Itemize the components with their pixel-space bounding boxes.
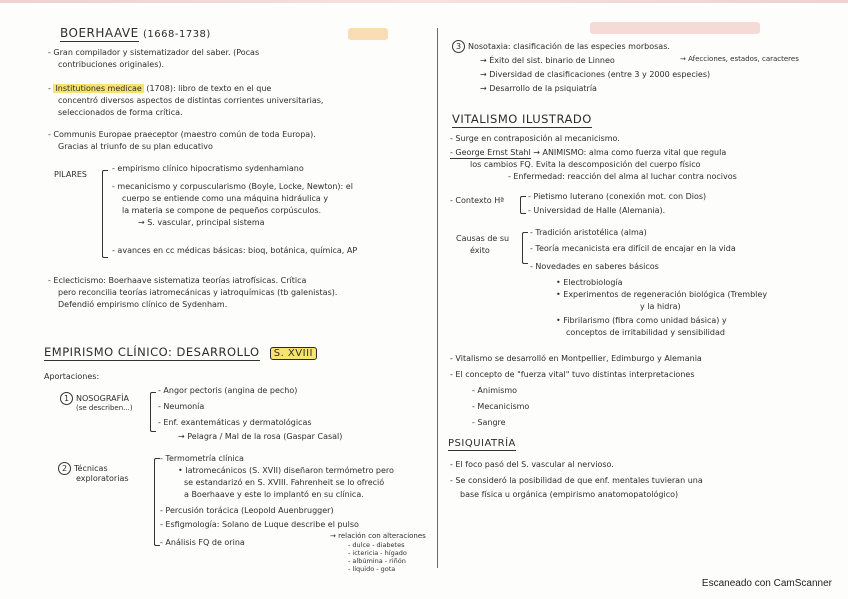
contexto-2: - Universidad de Halle (Alemania). bbox=[528, 206, 666, 215]
causa-3: - Novedades en saberes básicos bbox=[530, 262, 659, 271]
causas-brace bbox=[522, 232, 528, 264]
pilares-label: PILARES bbox=[54, 170, 87, 179]
orina-r3: - albúmina - riñón bbox=[348, 557, 406, 565]
scanner-watermark: Escaneado con CamScanner bbox=[701, 578, 832, 589]
column-divider bbox=[437, 28, 438, 568]
century-box: S. XVIII bbox=[270, 347, 317, 360]
stahl-line: - George Ernst Stahl → ANIMISMO: alma como fuerza vital que regula bbox=[450, 148, 727, 157]
vitalismo-4: - El concepto de "fuerza vital" tuvo distintas interpretaciones bbox=[450, 370, 695, 379]
boerhaave-title: BOERHAAVE (1668-1738) bbox=[60, 26, 211, 40]
vitalismo-3: - Vitalismo se desarrolló en Montpellier, Edimburgo y Alemania bbox=[450, 354, 702, 363]
tecnica-1b: se estandarizó en S. XVIII. Fahrenheit se lo ofreció bbox=[184, 478, 385, 487]
vitalismo-title: VITALISMO ILUSTRADO bbox=[452, 112, 592, 126]
communis-line-2: Gracias al triunfo de su plan educativo bbox=[58, 142, 213, 151]
red-blot bbox=[590, 22, 760, 34]
vitalismo-1: - Surge en contraposición al mecanicismo. bbox=[450, 134, 620, 143]
nosografia-label: 1 NOSOGRAFÍA bbox=[60, 392, 129, 405]
tecnica-1c: a Boerhaave y este lo implantó en su clínica. bbox=[184, 490, 364, 499]
causa-3c: • Fibrilarismo (fibra como unidad básica) y bbox=[556, 316, 727, 325]
interpretacion-1: - Animismo bbox=[472, 386, 518, 395]
eclecticismo-2: pero reconcilia teorías iatromecánicas y iatroquímicas (tb galenistas). bbox=[58, 288, 338, 297]
empirismo-title: EMPIRISMO CLÍNICO: DESARROLLO S. XVIII bbox=[44, 344, 317, 362]
nosografia-item-4: → Pelagra / Mal de la rosa (Gaspar Casal) bbox=[178, 432, 343, 441]
tecnica-4: - Análisis FQ de orina bbox=[160, 538, 245, 547]
communis-line: - Communis Europae praeceptor (maestro común de toda Europa). bbox=[48, 130, 316, 139]
institutiones-line-2: concentró diversos aspectos de distintas corrientes universitarias, bbox=[58, 96, 324, 105]
causa-3c2: conceptos de irritabilidad y sensibilidad bbox=[566, 328, 725, 337]
causa-3b2: y la hidra) bbox=[640, 302, 681, 311]
causas-label: Causas de su bbox=[456, 234, 510, 243]
tecnica-3: - Esfigmología: Solano de Luque describe el pulso bbox=[160, 520, 359, 529]
institutiones-line-3: seleccionados de forma crítica. bbox=[58, 108, 183, 117]
tecnicas-brace bbox=[154, 458, 160, 546]
pilares-brace bbox=[102, 170, 108, 258]
pilar-2c: la materia se compone de pequeños corpúsculos. bbox=[122, 206, 322, 215]
eclecticismo-3: Defendió empirismo clínico de Sydenham. bbox=[58, 300, 228, 309]
causas-sub: éxito bbox=[470, 246, 490, 255]
nosografia-item-2: - Neumonía bbox=[158, 402, 205, 411]
orina-r2: - ictericia - hígado bbox=[348, 549, 407, 557]
psiquiatria-title: PSIQUIATRÍA bbox=[448, 438, 516, 449]
psiquiatria-1: - El foco pasó del S. vascular al nervioso. bbox=[450, 460, 614, 469]
pilar-3: - avances en cc médicas básicas: bioq, botánica, química, AP bbox=[112, 246, 358, 255]
top-edge bbox=[0, 0, 848, 3]
causa-3b: • Experimentos de regeneración biológica (Trembley bbox=[556, 290, 768, 299]
stahl-line-3: - Enfermedad: reacción del alma al luchar contra nocivos bbox=[508, 172, 737, 181]
orina-relacion: → relación con alteraciones bbox=[330, 532, 426, 540]
causa-3a: • Electrobiología bbox=[556, 278, 623, 287]
psiquiatria-3: base física u orgánica (empirismo anatomopatológico) bbox=[460, 490, 679, 499]
pilar-2d: → S. vascular, principal sistema bbox=[138, 218, 265, 227]
stahl-line-2: los cambios FQ. Evita la descomposición del cuerpo físico bbox=[470, 160, 701, 169]
contexto-label: - Contexto Hª bbox=[450, 196, 504, 205]
pilar-2: - mecanicismo y corpuscularismo (Boyle, Locke, Newton): el bbox=[112, 182, 353, 191]
boerhaave-line-1: - Gran compilador y sistematizador del saber. (Pocas bbox=[48, 48, 260, 57]
tecnicas-label: 2 Técnicas bbox=[58, 462, 108, 475]
institutiones-line: - Institutiones medicae (1708): libro de texto en el que bbox=[48, 84, 272, 93]
aportaciones-label: Aportaciones: bbox=[44, 372, 100, 381]
nosotaxia-b: → Éxito del sist. binario de Linneo bbox=[480, 56, 615, 65]
tecnica-2: - Percusión torácica (Leopold Auenbrugger) bbox=[160, 506, 334, 515]
tecnica-1a: • Iatromecánicos (S. XVII) diseñaron termómetro pero bbox=[178, 466, 394, 475]
nosotaxia-line: 3 Nosotaxia: clasificación de las especies morbosas. bbox=[452, 40, 670, 53]
contexto-1: - Pietismo luterano (conexión mot. con Dios) bbox=[528, 192, 707, 201]
interpretacion-3: - Sangre bbox=[472, 418, 506, 427]
highlight-institutiones: Institutiones medicae bbox=[55, 84, 142, 93]
nosografia-item-3: - Enf. exantemáticas y dermatológicas bbox=[158, 418, 312, 427]
nosografia-item-1: - Angor pectoris (angina de pecho) bbox=[158, 386, 298, 395]
nosografia-brace bbox=[150, 392, 156, 432]
interpretacion-2: - Mecanicismo bbox=[472, 402, 530, 411]
orina-r1: - dulce - diabetes bbox=[348, 541, 405, 549]
orange-blot bbox=[348, 28, 388, 40]
pilar-2b: cuerpo se entiende como una máquina hidráulica y bbox=[122, 194, 329, 203]
nosografia-sub: (se describen...) bbox=[76, 404, 133, 412]
causa-2: - Teoría mecanicista era difícil de encajar en la vida bbox=[530, 244, 736, 253]
eclecticismo-1: - Eclecticismo: Boerhaave sistematiza teorías iatrofísicas. Crítica bbox=[48, 276, 307, 285]
causa-1: - Tradición aristotélica (alma) bbox=[530, 228, 647, 237]
pilar-1: - empirismo clínico hipocratismo sydenhamiano bbox=[112, 164, 304, 173]
orina-r4: - líquido - gota bbox=[348, 565, 396, 573]
nosotaxia-c: → Diversidad de clasificaciones (entre 3 y 2000 especies) bbox=[480, 70, 711, 79]
nosotaxia-d: → Desarrollo de la psiquiatría bbox=[480, 84, 597, 93]
nosotaxia-b2: → Afecciones, estados, caracteres bbox=[680, 55, 799, 63]
boerhaave-line-2: contribuciones originales). bbox=[58, 60, 165, 69]
tecnicas-sub: exploratorias bbox=[76, 474, 129, 483]
tecnica-1: - Termometría clínica bbox=[160, 454, 244, 463]
contexto-brace bbox=[520, 196, 526, 214]
psiquiatria-2: - Se consideró la posibilidad de que enf. mentales tuvieran una bbox=[450, 476, 703, 485]
